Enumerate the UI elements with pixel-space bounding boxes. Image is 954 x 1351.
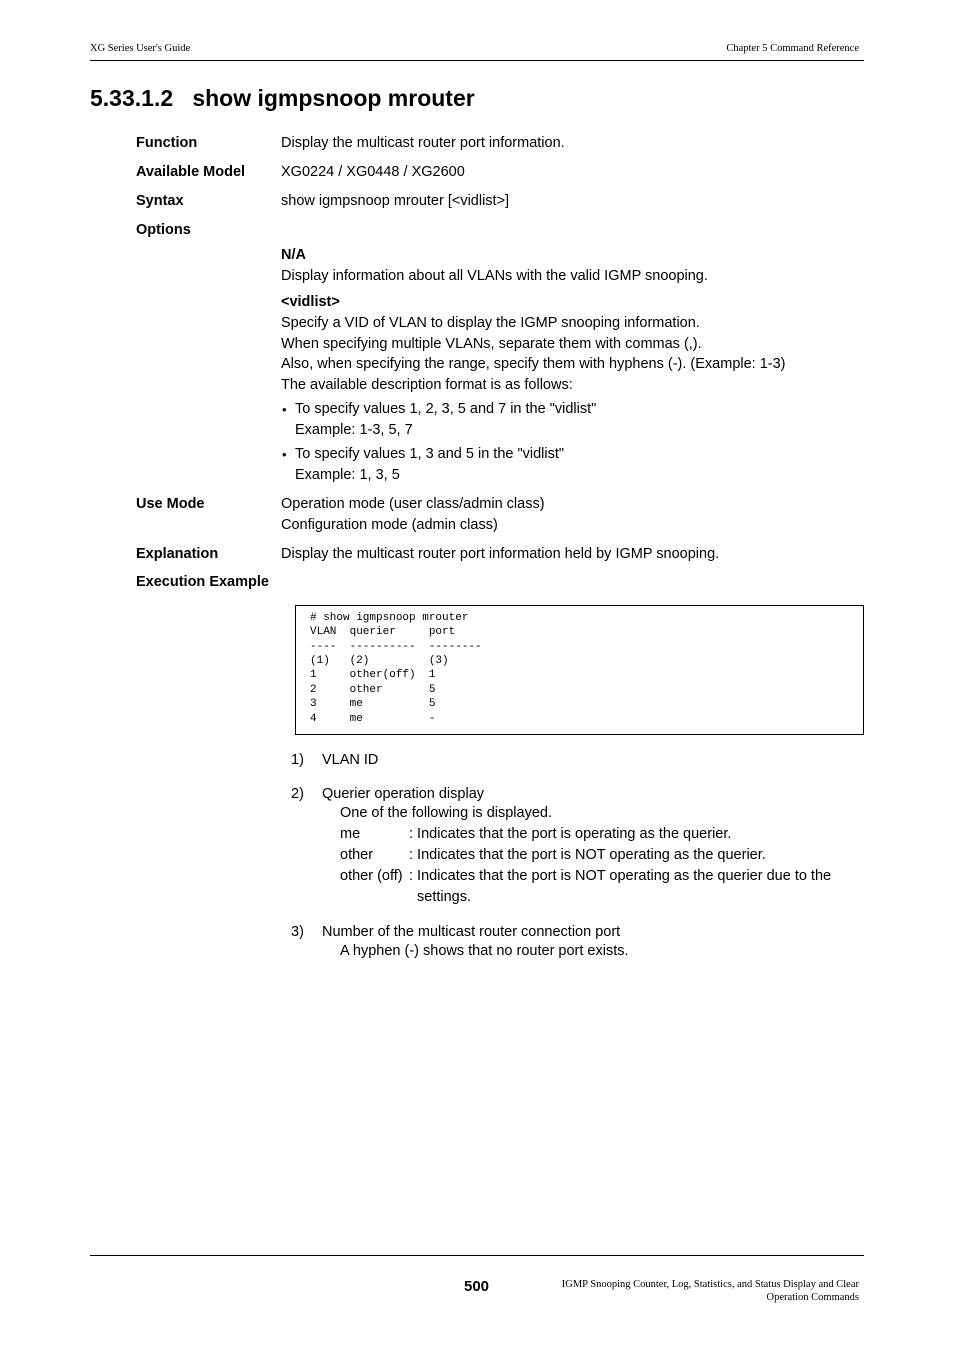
querier-term: other (off) — [340, 868, 403, 884]
bullet-marker: • — [282, 402, 287, 417]
output-line: 1 other(off) 1 — [310, 669, 436, 681]
model-label: Available Model — [136, 164, 246, 180]
explanation-label: Explanation — [136, 546, 219, 562]
vidlist-desc-line: The available description format is as follows: — [281, 377, 573, 393]
note-number: 1) — [291, 752, 304, 768]
option-na-title: N/A — [281, 247, 306, 263]
section-heading — [90, 85, 475, 112]
output-line: # show igmpsnoop mrouter — [310, 612, 469, 624]
vidlist-desc-line: Specify a VID of VLAN to display the IGMP snooping information. — [281, 315, 700, 331]
note-number: 3) — [291, 924, 304, 940]
note-desc: A hyphen (-) shows that no router port exists. — [340, 943, 629, 959]
output-line: VLAN querier port — [310, 626, 456, 638]
section-title: show igmpsnoop mrouter — [192, 85, 475, 111]
command-output-box — [295, 605, 864, 735]
bullet-item: To specify values 1, 2, 3, 5 and 7 in the "vidlist" — [295, 401, 597, 417]
running-footer-line: Operation Commands — [766, 1292, 859, 1303]
note-title: Number of the multicast router connection port — [322, 924, 621, 940]
vidlist-desc-line: Also, when specifying the range, specify them with hyphens (-). (Example: 1-3) — [281, 356, 786, 372]
note-number: 2) — [291, 786, 304, 802]
bullet-marker: • — [282, 447, 287, 462]
querier-desc: : Indicates that the port is operating as the querier. — [409, 826, 732, 842]
note-intro: One of the following is displayed. — [340, 805, 552, 821]
bullet-example: Example: 1, 3, 5 — [295, 467, 400, 483]
model-value: XG0224 / XG0448 / XG2600 — [281, 164, 465, 180]
querier-term: other — [340, 847, 374, 863]
use-mode-label: Use Mode — [136, 496, 205, 512]
execution-example-label: Execution Example — [136, 574, 269, 590]
use-mode-line: Configuration mode (admin class) — [281, 517, 498, 533]
header-divider — [90, 60, 864, 61]
option-na-desc: Display information about all VLANs with the valid IGMP snooping. — [281, 268, 708, 284]
page-number: 500 — [464, 1278, 490, 1295]
output-line: 2 other 5 — [310, 684, 436, 696]
running-footer-line: IGMP Snooping Counter, Log, Statistics, and Status Display and Clear — [561, 1279, 859, 1290]
footer-divider — [90, 1255, 864, 1256]
querier-desc: : Indicates that the port is NOT operating as the querier. — [409, 847, 766, 863]
querier-desc-continuation: settings. — [417, 889, 471, 905]
note-title: VLAN ID — [322, 752, 379, 768]
running-header-left: XG Series User's Guide — [90, 43, 191, 54]
use-mode-line: Operation mode (user class/admin class) — [281, 496, 545, 512]
syntax-label: Syntax — [136, 193, 184, 209]
function-value: Display the multicast router port information. — [281, 135, 565, 151]
bullet-item: To specify values 1, 3 and 5 in the "vidlist" — [295, 446, 565, 462]
running-header-right: Chapter 5 Command Reference — [726, 43, 859, 54]
note-title: Querier operation display — [322, 786, 485, 802]
output-line: 3 me 5 — [310, 698, 436, 710]
querier-term: me — [340, 826, 361, 842]
function-label: Function — [136, 135, 198, 151]
section-number: 5.33.1.2 — [90, 85, 174, 111]
output-line: (1) (2) (3) — [310, 655, 449, 667]
syntax-value: show igmpsnoop mrouter [<vidlist>] — [281, 193, 510, 209]
output-line: ---- ---------- -------- — [310, 641, 482, 653]
options-label: Options — [136, 222, 191, 238]
explanation-value: Display the multicast router port information held by IGMP snooping. — [281, 546, 720, 562]
output-line: 4 me - — [310, 713, 436, 725]
querier-desc: : Indicates that the port is NOT operating as the querier due to the — [409, 868, 832, 884]
vidlist-desc-line: When specifying multiple VLANs, separate them with commas (,). — [281, 336, 702, 352]
option-vidlist-title: <vidlist> — [281, 294, 340, 310]
bullet-example: Example: 1-3, 5, 7 — [295, 422, 413, 438]
